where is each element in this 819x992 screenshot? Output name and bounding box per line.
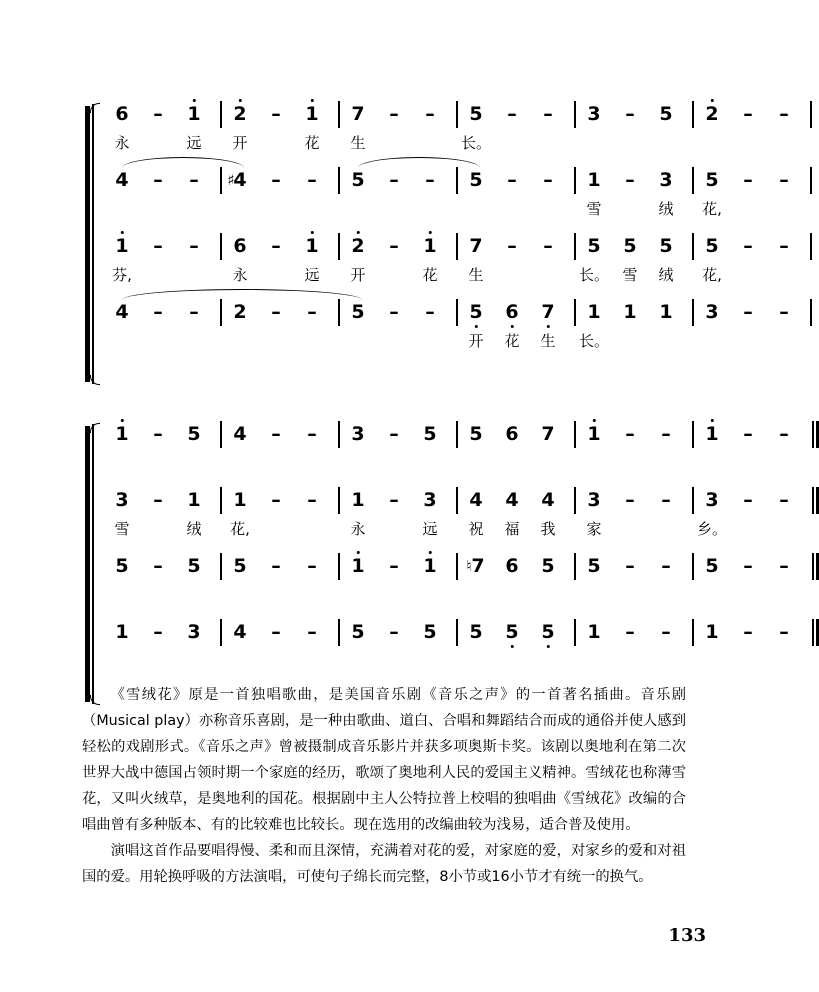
barline: [574, 233, 576, 260]
note-number: 6: [233, 235, 247, 257]
note-number: 6: [505, 302, 518, 322]
duration-dash: –: [271, 489, 281, 511]
note-number: 5: [469, 302, 482, 322]
duration-dash: –: [779, 621, 789, 643]
duration-dash: –: [189, 169, 199, 191]
lyric-syllable: 长。: [460, 134, 492, 152]
barline: [692, 233, 694, 260]
barline: [810, 101, 812, 128]
note-number: 5: [351, 621, 365, 643]
note-number: 1: [587, 169, 601, 191]
barline: [574, 619, 576, 646]
duration-dash: –: [425, 103, 435, 125]
note-number: 5: [469, 103, 483, 125]
duration-dash: –: [307, 555, 317, 577]
duration-dash: –: [661, 555, 671, 577]
note-number: 5: [469, 621, 483, 643]
duration-dash: –: [153, 423, 163, 445]
note-number: 5: [423, 621, 437, 643]
duration-dash: –: [743, 103, 753, 125]
note-number: 1: [587, 301, 601, 323]
duration-dash: –: [271, 301, 281, 323]
lyric-syllable: 绒: [186, 520, 202, 538]
duration-dash: –: [743, 169, 753, 191]
lyric-syllable: 雪: [622, 266, 638, 284]
note-row: [100, 555, 789, 586]
barline: [574, 487, 576, 514]
final-barline: [812, 553, 814, 580]
octave-down-dot-icon: [510, 325, 513, 328]
system-2: [82, 423, 789, 704]
barline: [574, 421, 576, 448]
duration-dash: –: [743, 423, 753, 445]
system-1: [82, 103, 789, 384]
lyric-row: [100, 266, 722, 292]
note-number: 5: [587, 555, 601, 577]
lyric-syllable: 开: [350, 266, 366, 284]
note-row: [100, 301, 789, 332]
note-number: 1: [115, 424, 128, 444]
duration-dash: –: [271, 555, 281, 577]
octave-up-dot-icon: [592, 419, 595, 422]
note-row: [100, 235, 789, 266]
duration-dash: –: [507, 169, 517, 191]
duration-dash: –: [507, 103, 517, 125]
note-number: 3: [351, 423, 365, 445]
note-number: 4: [233, 423, 247, 445]
duration-dash: –: [779, 423, 789, 445]
note-number: 2: [705, 104, 718, 124]
duration-dash: –: [389, 621, 399, 643]
lyric-syllable: 开: [468, 332, 484, 350]
duration-dash: –: [625, 621, 635, 643]
paragraph: 《雪绒花》原是一首独唱歌曲，是美国音乐剧《音乐之声》的一首著名插曲。音乐剧（Musical play）亦称音乐喜剧，是一种由歌曲、道白、合唱和舞蹈结合而成的通俗并使人感到轻松的戏剧形式。《音乐之声》曾被摄制成音乐影片并获多项奥斯卡奖。该剧以奥地利在第二次世界大战中德国占领时期一个家庭的经历，歌颂了奥地利人民的爱国主义精神。雪绒花也称薄雪花，又叫火绒草，是奥地利的国花。根据剧中主人公特拉普上校唱的独唱曲《雪绒花》改编的合唱曲曾有多种版本、有的比较难也比较长。现在选用的改编曲较为浅易，适合普及使用。: [82, 687, 686, 833]
barline: [338, 487, 340, 514]
duration-dash: –: [743, 301, 753, 323]
note-number: 5: [233, 555, 247, 577]
note-number: 3: [705, 301, 719, 323]
octave-down-dot-icon: [510, 645, 513, 648]
staff-7-tenor: [100, 555, 789, 622]
note-number: 1: [115, 621, 129, 643]
duration-dash: –: [779, 301, 789, 323]
barline: [574, 101, 576, 128]
duration-dash: –: [389, 301, 399, 323]
note-number: 4: [469, 489, 483, 511]
lyric-syllable: 远: [186, 134, 202, 152]
duration-dash: –: [779, 103, 789, 125]
duration-dash: –: [625, 555, 635, 577]
duration-dash: –: [425, 301, 435, 323]
duration-dash: –: [625, 169, 635, 191]
note-number: 5: [469, 169, 483, 191]
duration-dash: –: [743, 621, 753, 643]
barline: [692, 553, 694, 580]
lyric-syllable: 长。: [578, 266, 610, 284]
note-number: 5: [469, 423, 483, 445]
note-number: 1: [423, 556, 436, 576]
lyric-syllable: 家: [586, 520, 602, 538]
duration-dash: –: [389, 555, 399, 577]
octave-up-dot-icon: [238, 99, 241, 102]
lyric-syllable: 永: [114, 134, 130, 152]
note-number: 6: [505, 423, 519, 445]
note-number: 3: [115, 489, 129, 511]
barline: [220, 233, 222, 260]
barline: [220, 101, 222, 128]
duration-dash: –: [271, 169, 281, 191]
lyric-syllable: 花,: [702, 200, 722, 218]
duration-dash: –: [543, 103, 553, 125]
lyric-syllable: 乡。: [696, 520, 728, 538]
duration-dash: –: [153, 103, 163, 125]
note-number: 5: [659, 235, 673, 257]
note-number: 3: [587, 489, 601, 511]
duration-dash: –: [425, 169, 435, 191]
duration-dash: –: [779, 235, 789, 257]
duration-dash: –: [389, 235, 399, 257]
final-barline: [812, 619, 814, 646]
note-number: 1: [187, 104, 200, 124]
note-number: 7: [471, 555, 485, 577]
page-number: 133: [668, 925, 706, 946]
lyric-syllable: 祝: [468, 520, 484, 538]
lyric-syllable: 雪: [586, 200, 602, 218]
barline: [456, 487, 458, 514]
duration-dash: –: [389, 423, 399, 445]
lyric-row: [100, 454, 722, 480]
barline: [456, 101, 458, 128]
barline: [692, 421, 694, 448]
note-number: 6: [115, 103, 129, 125]
duration-dash: –: [661, 489, 671, 511]
duration-dash: –: [271, 621, 281, 643]
lyric-row: [100, 520, 728, 546]
lyric-syllable: 绒: [658, 266, 674, 284]
barline: [692, 299, 694, 326]
note-number: 3: [659, 169, 673, 191]
duration-dash: –: [543, 169, 553, 191]
note-number: 3: [187, 621, 201, 643]
octave-up-dot-icon: [120, 419, 123, 422]
lyric-syllable: 长。: [578, 332, 610, 350]
note-number: 4: [115, 169, 129, 191]
barline: [574, 299, 576, 326]
lyric-row: [100, 200, 722, 226]
duration-dash: –: [661, 621, 671, 643]
duration-dash: –: [307, 489, 317, 511]
duration-dash: –: [543, 235, 553, 257]
note-number: 1: [587, 424, 600, 444]
note-number: 3: [587, 103, 601, 125]
duration-dash: –: [153, 169, 163, 191]
barline: [574, 167, 576, 194]
barline: [338, 167, 340, 194]
commentary-text: [82, 682, 686, 890]
note-number: 4: [233, 621, 247, 643]
octave-up-dot-icon: [310, 99, 313, 102]
note-number: 7: [351, 103, 365, 125]
note-number: 5: [705, 555, 719, 577]
staff-6-alto: [100, 489, 789, 556]
note-row: [100, 423, 789, 454]
note-number: 7: [541, 302, 554, 322]
note-number: 4: [115, 301, 129, 323]
note-number: 6: [505, 555, 519, 577]
system-brace: [82, 424, 96, 704]
note-number: 1: [705, 424, 718, 444]
octave-up-dot-icon: [710, 419, 713, 422]
note-number: 3: [705, 489, 719, 511]
note-number: 5: [187, 555, 201, 577]
note-number: 5: [705, 235, 719, 257]
barline: [220, 299, 222, 326]
barline: [338, 553, 340, 580]
note-number: 1: [659, 301, 673, 323]
barline: [456, 553, 458, 580]
note-number: 5: [705, 169, 719, 191]
barline: [456, 619, 458, 646]
note-number: 1: [305, 236, 318, 256]
note-number: 5: [623, 235, 637, 257]
lyric-syllable: 花: [504, 332, 520, 350]
note-number: 5: [587, 235, 601, 257]
note-number: 5: [541, 622, 554, 642]
lyric-syllable: 我: [540, 520, 556, 538]
duration-dash: –: [153, 235, 163, 257]
note-row: [100, 103, 789, 134]
note-row: [100, 489, 789, 520]
note-number: 1: [587, 621, 601, 643]
note-number: 4: [505, 489, 519, 511]
duration-dash: –: [271, 103, 281, 125]
duration-dash: –: [189, 235, 199, 257]
octave-up-dot-icon: [710, 99, 713, 102]
duration-dash: –: [625, 489, 635, 511]
duration-dash: –: [661, 423, 671, 445]
lyric-syllable: 花: [422, 266, 438, 284]
barline: [220, 421, 222, 448]
note-number: 7: [469, 235, 483, 257]
note-number: 5: [115, 555, 129, 577]
duration-dash: –: [153, 621, 163, 643]
note-number: 7: [541, 423, 555, 445]
barline: [456, 167, 458, 194]
lyric-syllable: 雪: [114, 520, 130, 538]
lyric-syllable: 开: [232, 134, 248, 152]
duration-dash: –: [271, 235, 281, 257]
barline: [338, 421, 340, 448]
duration-dash: –: [625, 103, 635, 125]
barline: [456, 299, 458, 326]
note-row: [100, 169, 789, 200]
duration-dash: –: [271, 423, 281, 445]
staff-2-alto: [100, 169, 789, 236]
duration-dash: –: [307, 423, 317, 445]
note-number: 5: [187, 423, 201, 445]
lyric-syllable: 远: [304, 266, 320, 284]
duration-dash: –: [625, 423, 635, 445]
lyric-row: [100, 652, 722, 678]
barline: [692, 619, 694, 646]
note-number: 1: [233, 489, 247, 511]
note-number: 5: [351, 301, 365, 323]
duration-dash: –: [743, 555, 753, 577]
lyric-syllable: 远: [422, 520, 438, 538]
duration-dash: –: [743, 235, 753, 257]
note-number: 1: [351, 556, 364, 576]
barline: [692, 167, 694, 194]
sharp-icon: ♯: [227, 171, 235, 189]
duration-dash: –: [153, 555, 163, 577]
paragraph: 演唱这首作品要唱得慢、柔和而且深情，充满着对花的爱，对家庭的爱，对家乡的爱和对祖国的爱。用轮换呼吸的方法演唱，可使句子绵长而完整，8小节或16小节才有统一的换气。: [82, 843, 686, 885]
duration-dash: –: [153, 301, 163, 323]
lyric-syllable: 花,: [702, 266, 722, 284]
lyric-syllable: 生: [468, 266, 484, 284]
octave-up-dot-icon: [192, 99, 195, 102]
barline: [338, 299, 340, 326]
natural-icon: ♮: [466, 557, 472, 575]
barline: [810, 167, 812, 194]
note-number: 5: [505, 622, 518, 642]
barline: [220, 487, 222, 514]
duration-dash: –: [743, 489, 753, 511]
lyric-row: [100, 586, 722, 612]
duration-dash: –: [307, 301, 317, 323]
octave-down-dot-icon: [546, 325, 549, 328]
duration-dash: –: [307, 169, 317, 191]
note-number: 1: [187, 489, 201, 511]
barline: [220, 553, 222, 580]
barline: [810, 233, 812, 260]
lyric-syllable: 芬,: [112, 266, 132, 284]
lyric-row: [100, 332, 722, 358]
lyric-syllable: 绒: [658, 200, 674, 218]
note-number: 1: [115, 236, 128, 256]
duration-dash: –: [779, 555, 789, 577]
barline: [456, 421, 458, 448]
note-number: 1: [305, 104, 318, 124]
note-number: 1: [623, 301, 637, 323]
duration-dash: –: [189, 301, 199, 323]
note-number: 5: [423, 423, 437, 445]
octave-down-dot-icon: [546, 645, 549, 648]
duration-dash: –: [153, 489, 163, 511]
system-brace: [82, 104, 96, 384]
barline: [220, 167, 222, 194]
note-number: 5: [659, 103, 673, 125]
final-barline: [812, 421, 814, 448]
lyric-syllable: 永: [350, 520, 366, 538]
note-number: 2: [351, 236, 364, 256]
duration-dash: –: [779, 489, 789, 511]
final-barline: [812, 487, 814, 514]
barline: [692, 101, 694, 128]
note-number: 5: [351, 169, 365, 191]
lyric-syllable: 生: [350, 134, 366, 152]
barline: [338, 233, 340, 260]
barline: [574, 553, 576, 580]
note-row: [100, 621, 789, 652]
staff-5-soprano: [100, 423, 789, 490]
staff-8-bass: [100, 621, 789, 688]
barline: [692, 487, 694, 514]
barline: [456, 233, 458, 260]
duration-dash: –: [779, 169, 789, 191]
staff-4-bass: [100, 301, 789, 368]
lyric-syllable: 花: [304, 134, 320, 152]
lyric-syllable: 永: [232, 266, 248, 284]
duration-dash: –: [307, 621, 317, 643]
octave-down-dot-icon: [474, 325, 477, 328]
barline: [220, 619, 222, 646]
note-number: 2: [233, 301, 247, 323]
note-number: 1: [705, 621, 719, 643]
note-number: 5: [541, 555, 555, 577]
lyric-syllable: 生: [540, 332, 556, 350]
barline: [810, 299, 812, 326]
duration-dash: –: [389, 103, 399, 125]
note-number: 2: [233, 104, 246, 124]
note-number: 1: [423, 236, 436, 256]
duration-dash: –: [389, 489, 399, 511]
note-number: 4: [233, 169, 247, 191]
note-number: 3: [423, 489, 437, 511]
duration-dash: –: [507, 235, 517, 257]
note-number: 1: [351, 489, 365, 511]
barline: [338, 101, 340, 128]
note-number: 4: [541, 489, 555, 511]
lyric-syllable: 福: [504, 520, 520, 538]
lyric-syllable: 花,: [230, 520, 250, 538]
barline: [338, 619, 340, 646]
duration-dash: –: [389, 169, 399, 191]
